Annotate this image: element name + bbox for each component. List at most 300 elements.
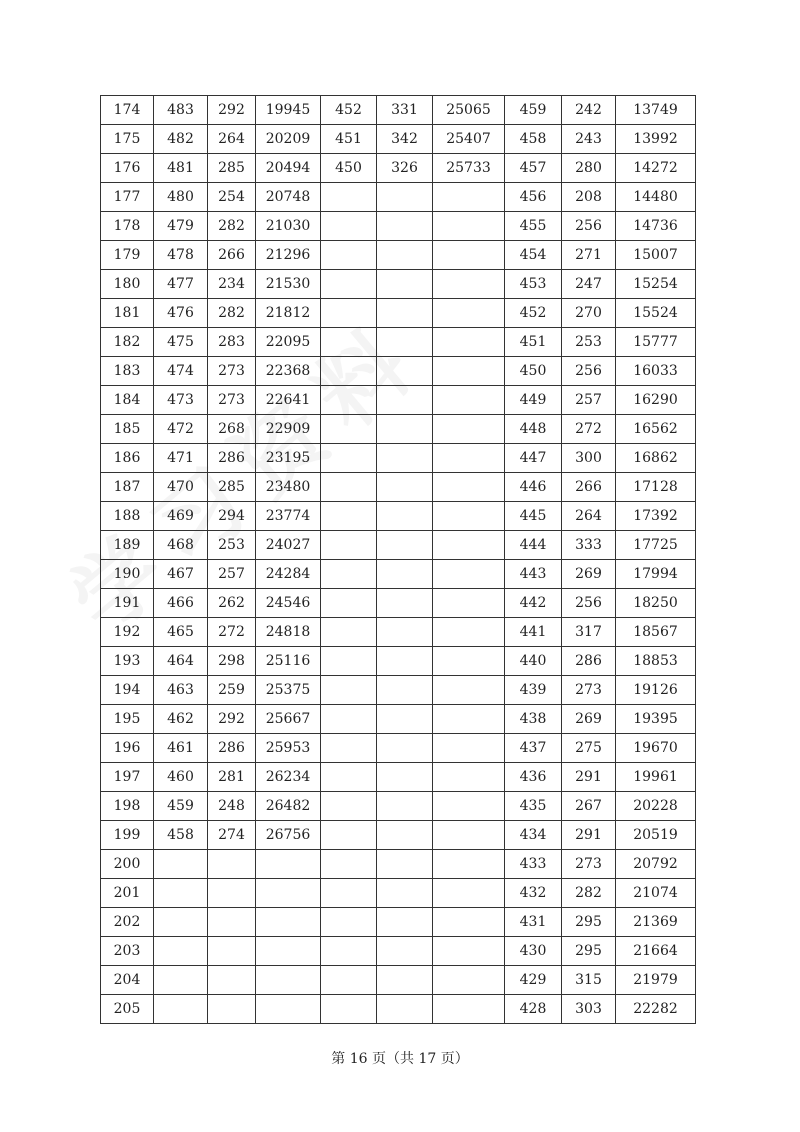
table-cell: 26234 [256,763,321,792]
table-cell: 15777 [616,328,696,357]
table-cell: 303 [562,995,616,1024]
table-cell: 22641 [256,386,321,415]
table-cell [321,328,377,357]
table-cell: 25667 [256,705,321,734]
table-cell: 20494 [256,154,321,183]
table-cell: 22368 [256,357,321,386]
table-row [101,937,696,966]
table-cell: 268 [208,415,256,444]
table-cell: 21296 [256,241,321,270]
table-row [101,763,696,792]
table-row [101,676,696,705]
table-cell [433,908,505,937]
table-cell: 481 [154,154,208,183]
table-row [101,502,696,531]
table-cell [433,241,505,270]
table-cell: 264 [208,125,256,154]
table-cell: 443 [505,560,562,589]
table-cell: 469 [154,502,208,531]
table-cell: 257 [562,386,616,415]
table-cell [377,560,433,589]
table-row [101,734,696,763]
table-cell: 273 [562,676,616,705]
table-cell: 14736 [616,212,696,241]
table-cell [433,386,505,415]
table-cell [433,183,505,212]
table-cell: 463 [154,676,208,705]
table-row [101,183,696,212]
table-cell [377,589,433,618]
table-cell: 13749 [616,96,696,125]
table-cell: 480 [154,183,208,212]
table-cell: 435 [505,792,562,821]
table-cell [208,937,256,966]
table-cell [433,560,505,589]
table-cell [321,995,377,1024]
table-cell: 25065 [433,96,505,125]
table-cell: 449 [505,386,562,415]
table-row [101,531,696,560]
table-cell [321,444,377,473]
table-cell: 275 [562,734,616,763]
table-cell: 25953 [256,734,321,763]
table-row [101,270,696,299]
table-cell: 25116 [256,647,321,676]
table-cell [433,734,505,763]
table-cell: 24546 [256,589,321,618]
table-cell [377,531,433,560]
row-index-cell: 205 [101,995,154,1024]
table-row [101,212,696,241]
table-cell [154,937,208,966]
table-cell: 262 [208,589,256,618]
table-cell: 17725 [616,531,696,560]
table-cell [433,328,505,357]
table-cell [256,879,321,908]
table-cell: 342 [377,125,433,154]
table-cell: 470 [154,473,208,502]
table-cell: 298 [208,647,256,676]
table-cell [256,850,321,879]
table-row [101,357,696,386]
table-cell: 450 [321,154,377,183]
page-footer: 第 16 页（共 17 页） [331,1051,469,1067]
table-cell: 282 [208,212,256,241]
table-cell: 20519 [616,821,696,850]
table-cell: 461 [154,734,208,763]
table-cell: 24284 [256,560,321,589]
table-cell: 273 [208,357,256,386]
table-cell: 16033 [616,357,696,386]
table-cell: 467 [154,560,208,589]
table-cell: 291 [562,821,616,850]
table-cell: 436 [505,763,562,792]
row-index-cell: 189 [101,531,154,560]
table-cell: 331 [377,96,433,125]
table-cell: 282 [208,299,256,328]
table-cell: 438 [505,705,562,734]
table-cell [154,879,208,908]
table-cell [321,299,377,328]
row-index-cell: 178 [101,212,154,241]
table-cell [377,995,433,1024]
table-cell: 242 [562,96,616,125]
table-cell [154,908,208,937]
table-row [101,473,696,502]
row-index-cell: 191 [101,589,154,618]
table-cell: 295 [562,937,616,966]
table-cell [433,212,505,241]
score-distribution-table [100,95,696,1024]
table-cell: 294 [208,502,256,531]
table-row [101,647,696,676]
table-row [101,299,696,328]
table-row [101,415,696,444]
table-cell: 253 [562,328,616,357]
table-cell: 15254 [616,270,696,299]
table-cell: 468 [154,531,208,560]
table-cell: 24818 [256,618,321,647]
table-cell [321,879,377,908]
table-cell: 23195 [256,444,321,473]
row-index-cell: 199 [101,821,154,850]
table-cell: 434 [505,821,562,850]
table-cell: 476 [154,299,208,328]
table-cell: 458 [505,125,562,154]
table-cell: 22095 [256,328,321,357]
table-cell: 266 [562,473,616,502]
table-cell: 446 [505,473,562,502]
table-row [101,792,696,821]
table-cell: 21812 [256,299,321,328]
table-cell: 445 [505,502,562,531]
table-cell [256,995,321,1024]
row-index-cell: 187 [101,473,154,502]
table-cell: 439 [505,676,562,705]
table-row [101,96,696,125]
table-cell: 448 [505,415,562,444]
table-cell: 20792 [616,850,696,879]
table-cell: 326 [377,154,433,183]
table-cell: 270 [562,299,616,328]
table-cell [321,937,377,966]
table-cell: 18250 [616,589,696,618]
table-cell [377,908,433,937]
table-cell [154,966,208,995]
table-cell: 441 [505,618,562,647]
table-cell: 433 [505,850,562,879]
table-cell: 474 [154,357,208,386]
table-row [101,618,696,647]
table-row [101,328,696,357]
table-cell: 271 [562,241,616,270]
row-index-cell: 194 [101,676,154,705]
table-cell [433,850,505,879]
table-cell [208,850,256,879]
row-index-cell: 186 [101,444,154,473]
table-cell [377,850,433,879]
table-cell: 450 [505,357,562,386]
table-cell [321,531,377,560]
table-cell: 272 [208,618,256,647]
table-cell: 292 [208,96,256,125]
table-cell: 208 [562,183,616,212]
table-cell [433,531,505,560]
table-cell: 23480 [256,473,321,502]
table-cell: 273 [208,386,256,415]
row-index-cell: 185 [101,415,154,444]
table-row [101,966,696,995]
table-cell: 475 [154,328,208,357]
table-cell: 269 [562,560,616,589]
table-cell: 283 [208,328,256,357]
table-cell: 292 [208,705,256,734]
table-row [101,995,696,1024]
row-index-cell: 203 [101,937,154,966]
table-cell: 17128 [616,473,696,502]
table-cell [377,937,433,966]
table-cell [433,357,505,386]
table-cell: 16290 [616,386,696,415]
table-cell: 456 [505,183,562,212]
table-row [101,879,696,908]
table-cell [433,415,505,444]
table-cell: 452 [505,299,562,328]
table-cell [377,241,433,270]
table-cell: 286 [208,444,256,473]
table-cell [208,995,256,1024]
table-cell: 430 [505,937,562,966]
table-cell: 21530 [256,270,321,299]
table-cell: 254 [208,183,256,212]
table-cell [208,966,256,995]
table-cell: 269 [562,705,616,734]
table-cell: 454 [505,241,562,270]
table-cell [377,821,433,850]
table-cell: 21664 [616,937,696,966]
row-index-cell: 193 [101,647,154,676]
table-cell [321,589,377,618]
table-cell [433,270,505,299]
table-cell: 256 [562,212,616,241]
table-cell: 20228 [616,792,696,821]
table-cell: 22909 [256,415,321,444]
table-cell: 457 [505,154,562,183]
table-cell [321,792,377,821]
table-cell: 442 [505,589,562,618]
table-cell [377,734,433,763]
table-cell [256,908,321,937]
table-cell: 19961 [616,763,696,792]
table-cell: 282 [562,879,616,908]
table-cell: 429 [505,966,562,995]
table-cell [433,705,505,734]
table-cell [321,821,377,850]
table-cell [208,879,256,908]
table-cell: 248 [208,792,256,821]
table-cell: 459 [154,792,208,821]
table-cell [377,473,433,502]
row-index-cell: 198 [101,792,154,821]
table-row [101,241,696,270]
row-index-cell: 184 [101,386,154,415]
table-cell: 274 [208,821,256,850]
table-cell: 440 [505,647,562,676]
table-cell: 333 [562,531,616,560]
table-cell: 20748 [256,183,321,212]
table-cell: 16562 [616,415,696,444]
table-cell: 259 [208,676,256,705]
table-cell: 17994 [616,560,696,589]
table-cell [377,270,433,299]
table-cell [377,647,433,676]
table-cell: 431 [505,908,562,937]
row-index-cell: 204 [101,966,154,995]
table-cell: 291 [562,763,616,792]
table-cell [321,618,377,647]
table-cell [377,618,433,647]
table-cell: 437 [505,734,562,763]
table-cell: 264 [562,502,616,531]
table-cell: 459 [505,96,562,125]
table-cell [377,879,433,908]
table-cell [433,821,505,850]
table-cell [377,502,433,531]
table-cell [321,647,377,676]
table-cell [321,850,377,879]
table-cell [377,212,433,241]
table-cell: 286 [562,647,616,676]
table-cell: 15007 [616,241,696,270]
table-cell: 20209 [256,125,321,154]
table-cell: 447 [505,444,562,473]
row-index-cell: 175 [101,125,154,154]
table-cell: 452 [321,96,377,125]
table-cell: 18853 [616,647,696,676]
table-cell: 451 [505,328,562,357]
table-row [101,908,696,937]
table-row [101,560,696,589]
table-cell: 479 [154,212,208,241]
table-cell: 477 [154,270,208,299]
table-cell: 17392 [616,502,696,531]
table-cell [154,850,208,879]
row-index-cell: 174 [101,96,154,125]
table-cell [321,270,377,299]
table-cell: 464 [154,647,208,676]
table-cell: 247 [562,270,616,299]
table-cell: 273 [562,850,616,879]
table-cell: 23774 [256,502,321,531]
table-cell [433,966,505,995]
table-cell: 267 [562,792,616,821]
table-cell: 285 [208,473,256,502]
table-cell: 473 [154,386,208,415]
table-cell [321,908,377,937]
table-cell [321,734,377,763]
table-cell: 16862 [616,444,696,473]
table-cell [154,995,208,1024]
row-index-cell: 197 [101,763,154,792]
table-cell: 444 [505,531,562,560]
table-cell [433,879,505,908]
table-cell: 22282 [616,995,696,1024]
row-index-cell: 182 [101,328,154,357]
table-cell: 482 [154,125,208,154]
table-cell [433,444,505,473]
table-cell: 257 [208,560,256,589]
table-cell: 19126 [616,676,696,705]
table-cell [321,357,377,386]
table-cell [208,908,256,937]
row-index-cell: 195 [101,705,154,734]
table-cell: 21979 [616,966,696,995]
table-cell: 266 [208,241,256,270]
table-cell [433,473,505,502]
table-cell [377,966,433,995]
table-cell [377,299,433,328]
table-cell: 428 [505,995,562,1024]
table-cell [256,966,321,995]
table-cell: 256 [562,357,616,386]
table-cell: 315 [562,966,616,995]
table-cell: 21074 [616,879,696,908]
table-cell [321,386,377,415]
row-index-cell: 190 [101,560,154,589]
table-cell [377,676,433,705]
row-index-cell: 179 [101,241,154,270]
table-cell: 24027 [256,531,321,560]
row-index-cell: 200 [101,850,154,879]
row-index-cell: 183 [101,357,154,386]
table-cell: 13992 [616,125,696,154]
table-cell: 451 [321,125,377,154]
table-cell [321,560,377,589]
table-cell: 272 [562,415,616,444]
table-cell [321,212,377,241]
table-cell: 21369 [616,908,696,937]
table-cell: 462 [154,705,208,734]
table-cell: 300 [562,444,616,473]
table-cell: 286 [208,734,256,763]
table-cell [377,763,433,792]
table-cell: 253 [208,531,256,560]
table-row [101,386,696,415]
table-cell [433,647,505,676]
table-cell [433,676,505,705]
table-body [101,96,696,1024]
row-index-cell: 176 [101,154,154,183]
table-cell: 458 [154,821,208,850]
table-cell [433,502,505,531]
table-row [101,821,696,850]
table-cell [433,299,505,328]
table-cell: 285 [208,154,256,183]
table-cell: 14480 [616,183,696,212]
table-cell [377,328,433,357]
table-cell [377,415,433,444]
table-cell [377,792,433,821]
table-cell [321,676,377,705]
table-cell [321,183,377,212]
table-row [101,125,696,154]
row-index-cell: 188 [101,502,154,531]
table-cell: 466 [154,589,208,618]
table-cell: 21030 [256,212,321,241]
row-index-cell: 180 [101,270,154,299]
table-row [101,850,696,879]
table-cell: 471 [154,444,208,473]
